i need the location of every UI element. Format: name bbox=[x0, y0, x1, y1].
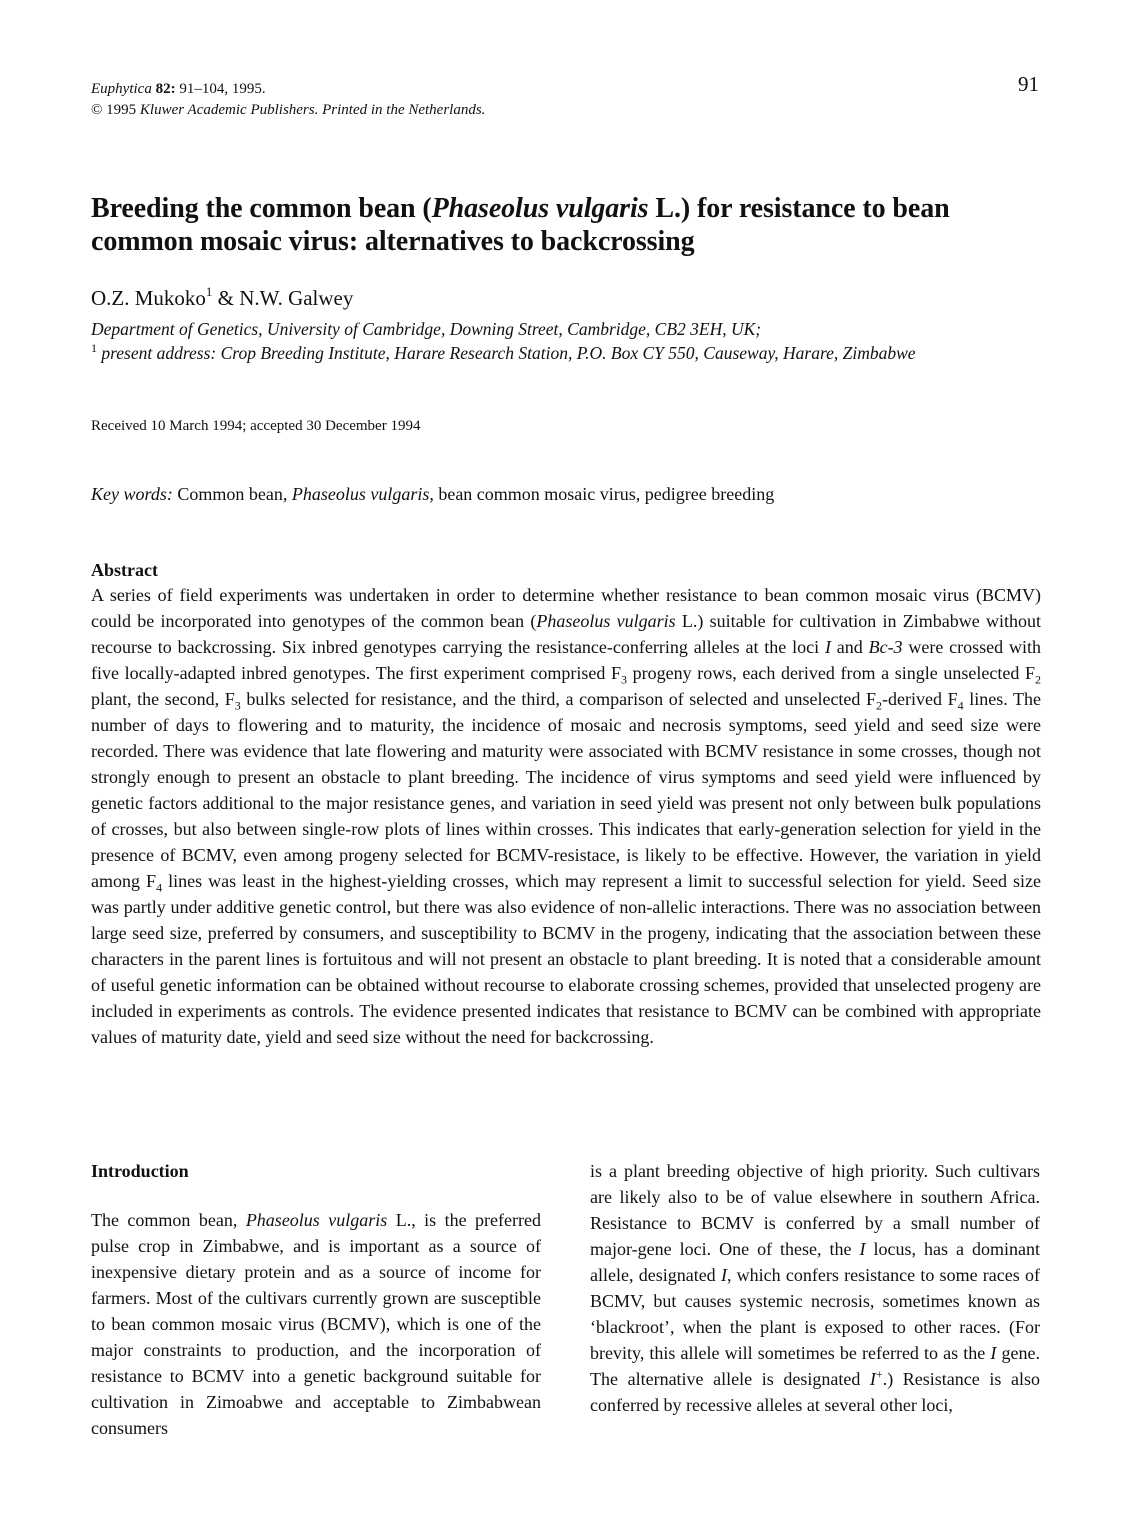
journal-name: Euphytica bbox=[91, 81, 152, 97]
abstract-sub: 3 bbox=[621, 672, 627, 687]
introduction-heading: Introduction bbox=[91, 1161, 189, 1181]
introduction-column-2 bbox=[590, 1158, 1040, 1418]
abstract-locus-i: I bbox=[824, 637, 831, 657]
author-list bbox=[91, 285, 353, 311]
keywords-part2: , bean common mosaic virus, pedigree breeding bbox=[429, 484, 775, 504]
abstract-seg-10: lines was least in the highest-yielding crosses, which may represent a limit to successful selection for yield. Seed size was partly under additive genetic control, but there was also evidence of non-allelic interactions. There was no association between large seed size, preferred by consumers, and susceptibility to BCMV in the progeny, indicating that the association between these characters in the parent lines is fortuitous and will not present an obstacle to plant breeding. It is noted that a considerable amount of useful genetic information can be obtained without recourse to elaborate crossing schemes, provided that unselected progeny are included in experiments as controls. The evidence presented indicates that resistance to BCMV can be combined with appropriate values of maturity date, yield and seed size without the need for backcrossing. bbox=[91, 871, 1041, 1047]
intro-c1-species: Phaseolus vulgaris bbox=[245, 1210, 388, 1230]
keywords bbox=[91, 482, 774, 506]
intro-c2-italic-i: I bbox=[720, 1265, 727, 1285]
received-dates: Received 10 March 1994; accepted 30 December 1994 bbox=[91, 418, 421, 434]
copyright-icon: © bbox=[91, 102, 103, 118]
abstract-seg-6: plant, the second, F bbox=[91, 689, 235, 709]
abstract-seg-5: progeny rows, each derived from a single unselected F bbox=[627, 663, 1035, 683]
intro-c2-italic-i: I bbox=[990, 1343, 997, 1363]
publisher: Kluwer Academic Publishers. Printed in the Netherlands. bbox=[139, 102, 486, 118]
author-1: O.Z. Mukoko bbox=[91, 286, 206, 310]
journal-volume: 82: bbox=[155, 81, 176, 97]
abstract-sub: 2 bbox=[1035, 672, 1041, 687]
journal-pages-year: 91–104, 1995. bbox=[175, 81, 266, 97]
intro-c2-plus: + bbox=[875, 1367, 883, 1381]
affiliation-line-1: Department of Genetics, University of Cambridge, Downing Street, Cambridge, CB2 3EH, UK; bbox=[91, 319, 762, 339]
affiliation-line-2: present address: Crop Breeding Institute, Harare Research Station, P.O. Box CY 550, Causeway, Harare, Zimbabwe bbox=[97, 343, 916, 363]
abstract-seg-7: bulks selected for resistance, and the third, a comparison of selected and unselected F bbox=[240, 689, 877, 709]
abstract-text bbox=[91, 582, 1041, 1050]
abstract-seg-4: were crossed with five locally-adapted inbred genotypes. The first experiment comprised F bbox=[91, 637, 1041, 683]
intro-c2-italic-i: I bbox=[869, 1369, 876, 1389]
keywords-label: Key words: bbox=[91, 484, 173, 504]
intro-c2-seg-5: .) Resistance is also conferred by recessive alleles at several other loci, bbox=[590, 1369, 1040, 1415]
keywords-part1: Common bean, bbox=[172, 484, 292, 504]
abstract-heading: Abstract bbox=[91, 560, 158, 580]
abstract-seg-9: lines. The number of days to flowering and to maturity, the incidence of mosaic and necrosis symptoms, seed yield and seed size were recorded. There was evidence that late flowering and maturity were associated with BCMV resistance in some crosses, though not strongly enough to present an obstacle to plant breeding. The incidence of virus symptoms and seed yield were influenced by genetic factors additional to the major resistance genes, and variation in seed yield was present not only between bulk populations of crosses, but also between single-row plots of lines within crosses. This indicates that early-generation selection for yield in the presence of BCMV, even among progeny selected for BCMV-resistace, is likely to be effective. However, the variation in yield among F bbox=[91, 689, 1042, 891]
intro-c1-seg-1: The common bean, bbox=[91, 1210, 246, 1230]
introduction-column-1 bbox=[91, 1207, 541, 1441]
journal-header bbox=[91, 79, 485, 121]
abstract-seg-3: and bbox=[830, 637, 869, 657]
intro-c2-seg-2: locus, has a dominant allele, designated bbox=[590, 1239, 1040, 1285]
intro-c2-seg-4: gene. The alternative allele is designated bbox=[590, 1343, 1040, 1389]
copyright-year: 1995 bbox=[102, 102, 140, 118]
affiliation-mark: 1 bbox=[91, 341, 97, 355]
citation-line bbox=[91, 79, 485, 100]
abstract-sub: 4 bbox=[156, 880, 163, 895]
copyright-line bbox=[91, 100, 485, 121]
intro-c2-italic-i: I bbox=[859, 1239, 866, 1259]
page-number: 91 bbox=[1018, 72, 1039, 96]
author-1-mark: 1 bbox=[205, 284, 213, 299]
affiliation bbox=[91, 317, 1051, 365]
title-species: Phaseolus vulgaris bbox=[431, 193, 649, 224]
title-part2: L.) for resistance to bean common mosaic virus: alternatives to backcrossing bbox=[91, 193, 950, 257]
abstract-seg-1: A series of field experiments was undertaken in order to determine whether resistance to bean common mosaic virus (BCMV) could be incorporated into genotypes of the common bean ( bbox=[91, 585, 1041, 631]
abstract-sub: 3 bbox=[234, 698, 241, 713]
intro-c2-seg-3: , which confers resistance to some races of BCMV, but causes systemic necrosis, sometimes known as ‘blackroot’, when the plant is exposed to other races. (For brevity, this allele will sometimes be referred to as the bbox=[590, 1265, 1040, 1363]
author-separator: & bbox=[212, 286, 240, 310]
intro-c2-seg-1: is a plant breeding objective of high priority. Such cultivars are likely also to be of value elsewhere in southern Africa. Resistance to BCMV is conferred by a small number of major-gene loci. One of these, the bbox=[590, 1161, 1040, 1259]
abstract-seg-2: L.) suitable for cultivation in Zimbabwe without recourse to backcrossing. Six inbred genotypes carrying the resistance-conferring alleles at the loci bbox=[91, 611, 1041, 657]
author-2: N.W. Galwey bbox=[239, 286, 354, 310]
title-part1: Breeding the common bean ( bbox=[91, 193, 432, 224]
abstract-locus-bc3: Bc-3 bbox=[868, 637, 903, 657]
abstract-species: Phaseolus vulgaris bbox=[536, 611, 676, 631]
abstract-seg-8: -derived F bbox=[882, 689, 958, 709]
keywords-species: Phaseolus vulgaris bbox=[291, 484, 430, 504]
abstract-sub: 4 bbox=[957, 698, 964, 713]
paper-title bbox=[91, 192, 1051, 258]
abstract-sub: 2 bbox=[876, 698, 883, 713]
intro-c1-seg-2: L., is the preferred pulse crop in Zimbabwe, and is important as a source of inexpensive dietary protein and as a source of income for farmers. Most of the cultivars currently grown are susceptible to bean common mosaic virus (BCMV), which is one of the major constraints to production, and the incorporation of resistance to BCMV into a genetic background suitable for cultivation in Zimoabwe and acceptable to Zimbabwean consumers bbox=[91, 1210, 541, 1438]
